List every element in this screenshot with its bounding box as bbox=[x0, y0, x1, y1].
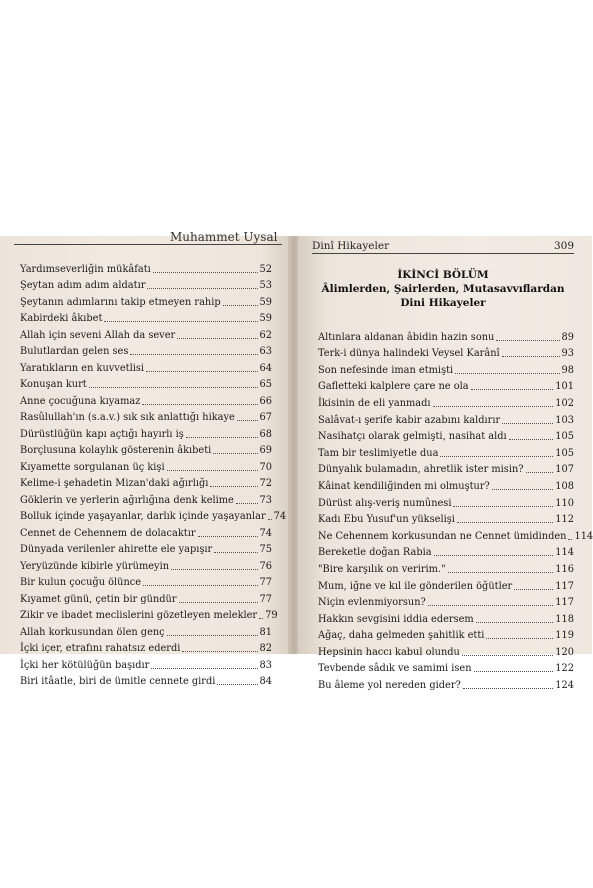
toc-leader-dots bbox=[167, 634, 258, 636]
toc-entry-page: 83 bbox=[259, 659, 272, 671]
toc-entry-title: Kabirdeki âkıbet bbox=[20, 313, 103, 324]
toc-entry-page: 74 bbox=[273, 511, 287, 522]
toc-entry bbox=[20, 292, 272, 309]
toc-leader-dots bbox=[268, 518, 272, 520]
toc-entry bbox=[20, 606, 278, 623]
toc-entry-title: Bulutlardan gelen ses bbox=[20, 346, 129, 357]
toc-entry-title: Dürüstlüğün kapı açtığı hayırlı iş bbox=[20, 428, 184, 440]
toc-entry-title: Ağaç, daha gelmeden şahitlik etti bbox=[318, 630, 485, 642]
toc-entry bbox=[20, 589, 272, 606]
toc-entry bbox=[20, 375, 272, 392]
toc-entry bbox=[20, 490, 272, 507]
toc-entry-page: 67 bbox=[259, 412, 272, 423]
toc-entry-page: 93 bbox=[561, 348, 574, 360]
toc-leader-dots bbox=[457, 521, 553, 523]
toc-entry-page: 62 bbox=[259, 329, 272, 341]
section-title: Âlimlerden, Şairlerden, Mutasavvıflardan bbox=[321, 283, 565, 295]
toc-leader-dots bbox=[259, 617, 263, 619]
toc-entry bbox=[20, 507, 287, 524]
toc-entry-page: 72 bbox=[259, 478, 272, 489]
toc-entry-title: Tevbende sâdık ve samimi isen bbox=[318, 663, 472, 675]
toc-entry-page: 68 bbox=[259, 428, 272, 440]
toc-entry bbox=[318, 675, 574, 692]
toc-entry-page: 120 bbox=[555, 646, 574, 658]
toc-entry-page: 98 bbox=[561, 364, 574, 376]
toc-entry-title: Kadı Ebu Yusuf'un yükselişi bbox=[318, 514, 455, 526]
toc-entry-page: 70 bbox=[259, 461, 272, 473]
toc-leader-dots bbox=[182, 650, 257, 652]
toc-entry-page: 66 bbox=[259, 395, 272, 407]
right-running-title: Dinî Hikayeler bbox=[312, 240, 390, 252]
toc-entry-title: Kâinat kendiliğinden mi olmuştur? bbox=[318, 480, 490, 492]
page-number: 309 bbox=[553, 240, 574, 252]
toc-leader-dots bbox=[171, 568, 258, 570]
toc-leader-dots bbox=[142, 403, 257, 405]
toc-entry-title: Göklerin ve yerlerin ağırlığına denk kelime bbox=[20, 494, 234, 506]
toc-entry-title: Hepsinin haccı kabul olundu bbox=[318, 646, 460, 658]
toc-entry-title: Zikir ve ibadet meclislerini gözetleyen melekler bbox=[20, 610, 258, 621]
right-header-rule bbox=[312, 253, 574, 254]
toc-entry-page: 107 bbox=[555, 464, 574, 476]
toc-leader-dots bbox=[462, 654, 553, 656]
toc-entry bbox=[318, 327, 574, 344]
toc-entry bbox=[20, 474, 272, 491]
toc-leader-dots bbox=[453, 505, 553, 507]
toc-entry bbox=[318, 410, 574, 427]
toc-entry-title: İkisinin de eli yanmadı bbox=[318, 397, 431, 409]
toc-entry-title: Altınlara aldanan âbidin hazin sonu bbox=[318, 331, 495, 343]
toc-leader-dots bbox=[179, 601, 258, 603]
toc-entry bbox=[318, 360, 574, 377]
toc-entry-title: Biri itâatle, biri de ümitle cennete girdi bbox=[20, 676, 216, 687]
toc-entry-title: Yeryüzünde kibirle yürümeyin bbox=[20, 560, 170, 572]
toc-entry-title: Tam bir teslimiyetle dua bbox=[318, 447, 439, 459]
book-spread bbox=[0, 230, 593, 692]
toc-entry-title: Nasihatçı olarak gelmişti, nasihat aldı bbox=[318, 431, 507, 443]
toc-leader-dots bbox=[143, 584, 257, 586]
toc-entry-title: Gafletteki kalplere çare ne ola bbox=[318, 381, 469, 393]
toc-entry-title: Hakkın sevgisini iddia edersem bbox=[318, 613, 474, 625]
toc-entry-page: 82 bbox=[259, 643, 272, 654]
toc-leader-dots bbox=[153, 271, 258, 273]
toc-entry bbox=[318, 427, 574, 444]
section-number: İKİNCİ BÖLÜM bbox=[397, 269, 489, 281]
toc-entry-page: 110 bbox=[555, 497, 574, 509]
toc-entry-page: 117 bbox=[555, 580, 574, 592]
toc-entry-page: 105 bbox=[555, 447, 574, 459]
toc-entry bbox=[20, 655, 272, 672]
toc-entry bbox=[318, 377, 574, 394]
toc-entry bbox=[20, 672, 272, 689]
toc-entry bbox=[20, 441, 272, 458]
toc-leader-dots bbox=[130, 353, 257, 355]
toc-leader-dots bbox=[476, 621, 554, 623]
toc-leader-dots bbox=[236, 502, 258, 504]
toc-entry bbox=[20, 342, 272, 359]
toc-entry-page: 105 bbox=[555, 431, 574, 443]
toc-entry-title: Yardımseverliğin mükâfatı bbox=[20, 263, 151, 275]
toc-entry bbox=[20, 408, 272, 425]
toc-leader-dots bbox=[104, 320, 257, 322]
toc-entry-title: Dürüst alış-veriş numûnesi bbox=[318, 497, 452, 509]
toc-entry-page: 103 bbox=[555, 414, 574, 426]
toc-entry bbox=[318, 460, 574, 477]
toc-entry bbox=[20, 358, 272, 375]
toc-entry bbox=[318, 493, 574, 510]
toc-entry-title: Allah korkusundan ölen genç bbox=[20, 626, 165, 638]
toc-entry-title: Bereketle doğan Rabia bbox=[318, 547, 432, 559]
toc-entry bbox=[318, 393, 574, 410]
section-subtitle: Dini Hikayeler bbox=[400, 297, 486, 309]
toc-entry-page: 59 bbox=[259, 313, 272, 324]
toc-entry-page: 124 bbox=[555, 680, 574, 692]
toc-entry-page: 81 bbox=[259, 626, 272, 638]
toc-leader-dots bbox=[223, 304, 258, 306]
toc-entry-page: 75 bbox=[259, 544, 272, 555]
toc-entry-page: 122 bbox=[555, 663, 574, 675]
toc-entry-page: 117 bbox=[555, 597, 574, 609]
toc-leader-dots bbox=[213, 452, 257, 454]
toc-entry-title: Yaratıkların en kuvvetlisi bbox=[20, 362, 144, 374]
toc-entry bbox=[318, 609, 574, 626]
toc-entry-title: Konuşan kurt bbox=[20, 379, 87, 390]
toc-leader-dots bbox=[492, 488, 554, 490]
toc-leader-dots bbox=[509, 438, 554, 440]
toc-leader-dots bbox=[151, 667, 257, 669]
toc-leader-dots bbox=[89, 386, 258, 388]
toc-leader-dots bbox=[217, 683, 257, 685]
toc-leader-dots bbox=[214, 551, 257, 553]
toc-entry-page: 114 bbox=[574, 530, 593, 542]
toc-leader-dots bbox=[237, 419, 258, 421]
toc-entry bbox=[318, 593, 574, 610]
left-header-rule bbox=[14, 244, 282, 245]
toc-leader-dots bbox=[448, 571, 554, 573]
toc-entry-page: 114 bbox=[555, 547, 574, 559]
toc-entry-title: Bolluk içinde yaşayanlar, darlık içinde yaşayanlar bbox=[20, 511, 266, 522]
toc-leader-dots bbox=[471, 388, 554, 390]
toc-entry bbox=[20, 325, 272, 342]
toc-leader-dots bbox=[526, 471, 554, 473]
toc-entry-page: 52 bbox=[259, 263, 272, 275]
toc-entry bbox=[20, 391, 272, 408]
toc-leader-dots bbox=[514, 588, 553, 590]
toc-leader-dots bbox=[198, 535, 258, 537]
toc-leader-dots bbox=[486, 637, 553, 639]
toc-entry-title: Cennet de Cehennem de dolacaktır bbox=[20, 527, 196, 539]
toc-entry-title: Ne Cehennem korkusundan ne Cennet ümidinden bbox=[318, 530, 567, 542]
toc-entry bbox=[20, 540, 272, 557]
section-heading bbox=[312, 268, 574, 310]
toc-entry-page: 119 bbox=[555, 630, 574, 642]
toc-entry-title: Kıyamet günü, çetin bir gündür bbox=[20, 593, 177, 605]
toc-entry-title: Dünyalık bulamadın, ahretlik ister misin? bbox=[318, 464, 524, 476]
left-running-head: Muhammet Uysal bbox=[170, 230, 278, 244]
toc-leader-dots bbox=[146, 370, 258, 372]
toc-entry-title: Şeytanın adımlarını takip etmeyen rahip bbox=[20, 296, 221, 308]
toc-entry bbox=[20, 424, 272, 441]
toc-leader-dots bbox=[568, 538, 572, 540]
toc-entry bbox=[20, 276, 272, 293]
toc-entry-page: 76 bbox=[259, 560, 272, 572]
right-running-head bbox=[312, 240, 574, 252]
toc-entry-title: Allah için seveni Allah da sever bbox=[20, 329, 176, 341]
toc-entry-title: Bu âleme yol nereden gider? bbox=[318, 680, 461, 692]
right-toc-list bbox=[318, 327, 593, 692]
toc-entry-title: Şeytan adım adım aldatır bbox=[20, 280, 146, 291]
toc-entry-page: 65 bbox=[259, 379, 272, 390]
toc-entry-page: 84 bbox=[259, 676, 272, 687]
toc-leader-dots bbox=[177, 337, 257, 339]
toc-entry bbox=[20, 457, 272, 474]
toc-entry bbox=[20, 573, 272, 590]
toc-entry bbox=[318, 559, 574, 576]
left-toc-list bbox=[20, 259, 287, 688]
toc-entry-page: 101 bbox=[555, 381, 574, 393]
toc-entry-page: 79 bbox=[265, 610, 278, 621]
toc-entry-title: Niçin evlenmiyorsun? bbox=[318, 597, 426, 609]
toc-entry bbox=[318, 659, 574, 676]
toc-entry bbox=[318, 344, 574, 361]
toc-entry-title: Anne çocuğuna kıyamaz bbox=[20, 395, 141, 407]
toc-leader-dots bbox=[210, 485, 257, 487]
toc-entry bbox=[318, 526, 593, 543]
toc-leader-dots bbox=[440, 455, 553, 457]
toc-entry bbox=[318, 443, 574, 460]
toc-entry-title: İçki içer, etrafını rahatsız ederdi bbox=[20, 643, 181, 654]
toc-leader-dots bbox=[428, 604, 554, 606]
toc-entry-page: 59 bbox=[259, 296, 272, 308]
toc-entry-page: 77 bbox=[259, 577, 272, 588]
toc-leader-dots bbox=[167, 469, 258, 471]
toc-entry-page: 74 bbox=[259, 527, 272, 539]
toc-entry bbox=[318, 642, 574, 659]
toc-entry-title: Mum, iğne ve kıl ile gönderilen öğütler bbox=[318, 580, 513, 592]
toc-entry bbox=[318, 626, 574, 643]
toc-entry-page: 77 bbox=[259, 593, 272, 605]
toc-entry-title: Salâvat-ı şerife kabir azabını kaldırır bbox=[318, 414, 501, 426]
toc-entry bbox=[20, 259, 272, 276]
toc-entry bbox=[20, 556, 272, 573]
toc-entry-page: 112 bbox=[555, 514, 574, 526]
toc-entry bbox=[318, 543, 574, 560]
toc-entry-title: Bir kulun çocuğu ölünce bbox=[20, 577, 142, 588]
right-page bbox=[298, 236, 593, 692]
toc-leader-dots bbox=[186, 436, 258, 438]
toc-entry bbox=[20, 309, 272, 326]
toc-entry-title: İçki her kötülüğün başıdır bbox=[20, 659, 150, 671]
toc-entry-page: 69 bbox=[259, 445, 272, 456]
toc-leader-dots bbox=[502, 422, 553, 424]
toc-entry-title: Dünyada verilenler ahirette ele yapışır bbox=[20, 544, 213, 555]
toc-entry bbox=[318, 510, 574, 527]
toc-entry-title: Kelime-i şehadetin Mizan'daki ağırlığı bbox=[20, 478, 209, 489]
toc-entry-title: Rasûlullah'ın (s.a.v.) sık sık anlattığı hikaye bbox=[20, 412, 235, 423]
toc-entry bbox=[20, 639, 272, 656]
toc-entry-page: 89 bbox=[561, 331, 574, 343]
toc-entry bbox=[20, 523, 272, 540]
toc-leader-dots bbox=[463, 687, 554, 689]
toc-leader-dots bbox=[434, 554, 554, 556]
toc-leader-dots bbox=[496, 339, 559, 341]
toc-entry bbox=[20, 622, 272, 639]
toc-entry-title: Terk-i dünya halindeki Veysel Karânî bbox=[318, 348, 500, 360]
left-page bbox=[0, 230, 290, 687]
toc-leader-dots bbox=[455, 372, 559, 374]
toc-entry-page: 73 bbox=[259, 494, 272, 506]
toc-entry-page: 53 bbox=[259, 280, 272, 291]
toc-entry bbox=[318, 576, 574, 593]
toc-entry-page: 108 bbox=[555, 480, 574, 492]
toc-leader-dots bbox=[474, 670, 554, 672]
toc-leader-dots bbox=[433, 405, 554, 407]
toc-entry-title: Borçlusuna kolaylık gösterenin âkıbeti bbox=[20, 445, 212, 456]
toc-leader-dots bbox=[502, 355, 560, 357]
toc-entry-page: 63 bbox=[259, 346, 272, 357]
toc-entry-title: Son nefesinde iman etmişti bbox=[318, 364, 454, 376]
toc-entry bbox=[318, 476, 574, 493]
toc-entry-page: 116 bbox=[555, 563, 574, 575]
toc-leader-dots bbox=[147, 287, 257, 289]
toc-entry-page: 118 bbox=[555, 613, 574, 625]
toc-entry-title: Kıyamette sorgulanan üç kişi bbox=[20, 461, 165, 473]
toc-entry-page: 102 bbox=[555, 397, 574, 409]
toc-entry-title: "Bire karşılık on veririm." bbox=[318, 563, 446, 575]
toc-entry-page: 64 bbox=[259, 362, 272, 374]
